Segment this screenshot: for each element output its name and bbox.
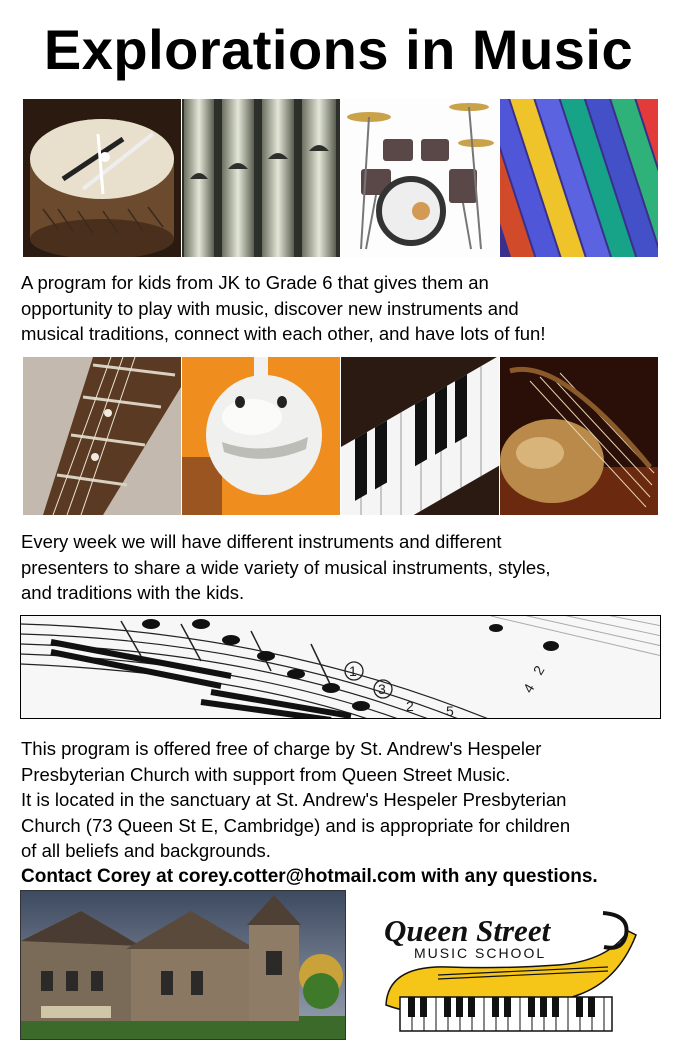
page-title: Explorations in Music bbox=[43, 18, 634, 81]
harp-icon bbox=[500, 357, 658, 515]
violin-piano-logo-icon bbox=[378, 905, 640, 1035]
instrument-photos-row-1 bbox=[23, 99, 658, 257]
boomwhackers-icon bbox=[500, 99, 658, 257]
organ-pipes-icon bbox=[182, 99, 340, 257]
ocarina-icon bbox=[182, 357, 340, 515]
info-paragraph: This program is offered free of charge by St. Andrew's Hespeler Presbyterian Church with support from Queen Street Music. It is located in the sanctuary at St. Andrew's Hespeler Presbyterian Church (73 Queen St E, Cambridge) and is appropriate for children of all beliefs and backgrounds. bbox=[21, 738, 571, 861]
fingering-digit: 3 bbox=[378, 681, 386, 697]
logo-name: Queen Street bbox=[384, 913, 551, 948]
fingering-digit: 1 bbox=[349, 663, 357, 679]
fingering-digit: 5 bbox=[446, 703, 454, 719]
guitar-fretboard-icon bbox=[23, 357, 181, 515]
drum-icon bbox=[23, 99, 181, 257]
drum-kit-icon bbox=[341, 99, 499, 257]
church-building-icon bbox=[20, 890, 346, 1040]
weekly-paragraph: Every week we will have different instruments and different presenters to share a wide variety of musical instruments, styles, and traditions with the kids. bbox=[21, 531, 551, 603]
logo-subtitle: MUSIC SCHOOL bbox=[414, 945, 547, 961]
fingering-digit: 2 bbox=[406, 698, 414, 714]
contact-line: Contact Corey at corey.cotter@hotmail.com with any questions. bbox=[21, 866, 598, 887]
instrument-photos-row-2 bbox=[23, 357, 658, 515]
piano-keys-icon bbox=[341, 357, 499, 515]
intro-paragraph: A program for kids from JK to Grade 6 that gives them an opportunity to play with music, discover new instruments and musical traditions, connect with each other, and have lots of fun! bbox=[21, 272, 546, 344]
sheet-music-icon bbox=[20, 615, 661, 719]
fingering-digit: 2 bbox=[529, 662, 548, 678]
fingering-digit: 4 bbox=[519, 680, 538, 696]
